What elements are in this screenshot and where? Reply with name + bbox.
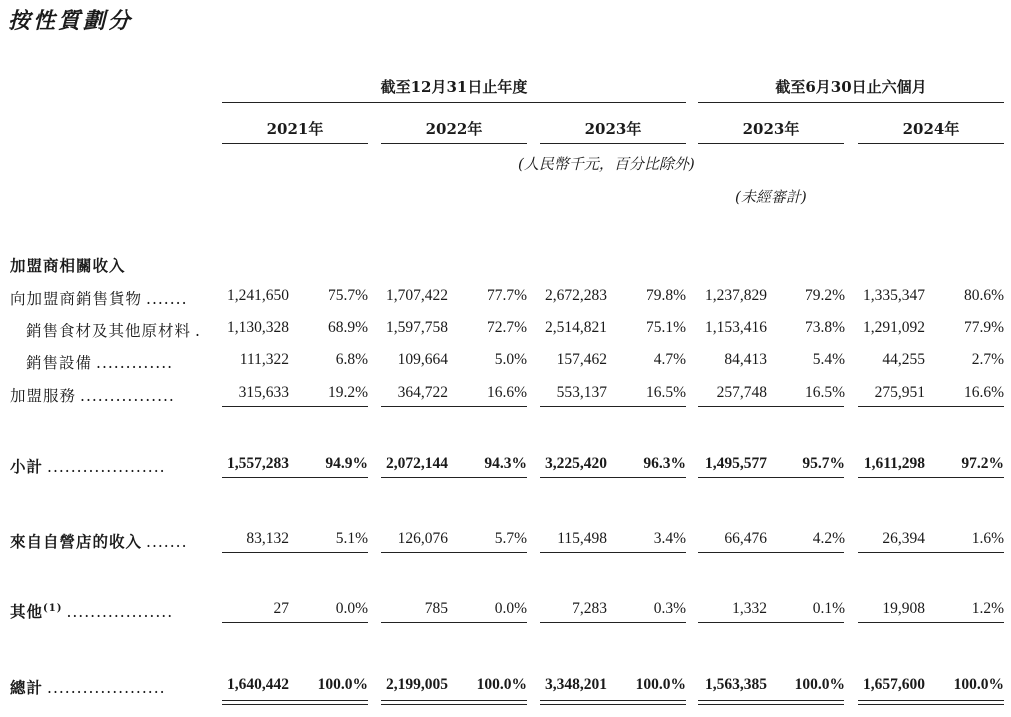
- cell-amount: 84,413: [724, 351, 767, 368]
- cell-amount: 1,241,650: [227, 287, 289, 304]
- cell-percent: 4.2%: [812, 530, 845, 547]
- cell-amount: 275,951: [874, 384, 925, 401]
- underline: [858, 477, 1004, 478]
- cell-percent: 75.7%: [327, 287, 368, 304]
- cell-percent: 94.3%: [484, 455, 527, 472]
- header-year-2023-6m: 2023年: [742, 120, 800, 138]
- cell-amount: 1,557,283: [227, 455, 289, 472]
- underline: [540, 477, 686, 478]
- row-label: [10, 530, 188, 552]
- header-group-fy-rule: [222, 102, 686, 103]
- cell-amount: 2,672,283: [545, 287, 607, 304]
- cell-percent: 77.9%: [963, 319, 1004, 336]
- cell-percent: 100.0%: [317, 676, 368, 693]
- cell-amount: 3,225,420: [545, 455, 607, 472]
- leader-dots: .............: [96, 354, 174, 372]
- cell-amount: 785: [424, 600, 448, 617]
- cell-percent: 19.2%: [327, 384, 368, 401]
- cell-percent: 79.8%: [645, 287, 686, 304]
- cell-percent: 94.9%: [325, 455, 368, 472]
- underline: [381, 477, 527, 478]
- cell-percent: 1.2%: [971, 600, 1004, 617]
- cell-percent: 73.8%: [804, 319, 845, 336]
- row-label: [10, 384, 175, 406]
- cell-percent: 100.0%: [953, 676, 1004, 693]
- leader-dots: ....................: [47, 458, 166, 476]
- cell-percent: 0.1%: [812, 600, 845, 617]
- cell-amount: 1,237,829: [705, 287, 767, 304]
- cell-amount: 109,664: [397, 351, 448, 368]
- cell-amount: 44,255: [882, 351, 925, 368]
- header-year-rule: [698, 143, 844, 144]
- cell-percent: 5.7%: [494, 530, 527, 547]
- header-group-6m-rule: [698, 102, 1004, 103]
- cell-amount: 83,132: [246, 530, 289, 547]
- cell-amount: 27: [273, 600, 289, 617]
- cell-percent: 95.7%: [802, 455, 845, 472]
- cell-percent: 75.1%: [645, 319, 686, 336]
- underline: [381, 406, 527, 407]
- cell-amount: 1,611,298: [863, 455, 925, 472]
- underline: [858, 622, 1004, 623]
- header-year-2022: 2022年: [425, 120, 483, 138]
- cell-percent: 5.1%: [335, 530, 368, 547]
- row-label: [10, 455, 166, 477]
- double-underline: [381, 700, 527, 705]
- cell-amount: 1,130,328: [227, 319, 289, 336]
- header-group-fy: 截至12月31日止年度: [380, 78, 528, 96]
- underline: [698, 622, 844, 623]
- cell-percent: 5.4%: [812, 351, 845, 368]
- underline: [381, 552, 527, 553]
- footnote-marker: (1): [43, 602, 63, 614]
- cell-amount: 1,153,416: [705, 319, 767, 336]
- cell-percent: 1.6%: [971, 530, 1004, 547]
- double-underline: [858, 700, 1004, 705]
- cell-amount: 19,908: [882, 600, 925, 617]
- cell-percent: 96.3%: [643, 455, 686, 472]
- row-label: [26, 351, 173, 373]
- cell-amount: 1,707,422: [386, 287, 448, 304]
- cell-amount: 1,597,758: [386, 319, 448, 336]
- row-label: [10, 287, 188, 309]
- header-year-rule: [540, 143, 686, 144]
- cell-amount: 315,633: [238, 384, 289, 401]
- double-underline: [222, 700, 368, 705]
- double-underline: [698, 700, 844, 705]
- cell-percent: 4.7%: [653, 351, 686, 368]
- row-label-text: 來自自營店的收入: [10, 532, 143, 551]
- cell-amount: 1,640,442: [227, 676, 289, 693]
- cell-amount: 1,291,092: [863, 319, 925, 336]
- cell-percent: 97.2%: [961, 455, 1004, 472]
- cell-percent: 5.0%: [494, 351, 527, 368]
- row-label: [26, 319, 201, 341]
- cell-percent: 16.6%: [963, 384, 1004, 401]
- row-label-text: 銷售食材及其他原材料: [26, 322, 192, 340]
- cell-percent: 3.4%: [653, 530, 686, 547]
- header-year-rule: [858, 143, 1004, 144]
- cell-amount: 111,322: [239, 351, 289, 368]
- cell-amount: 1,332: [732, 600, 767, 617]
- cell-percent: 0.0%: [494, 600, 527, 617]
- cell-amount: 2,072,144: [386, 455, 448, 472]
- header-year-rule: [381, 143, 527, 144]
- underline: [222, 477, 368, 478]
- header-year-2024-6m: 2024年: [902, 120, 960, 138]
- cell-percent: 0.3%: [653, 600, 686, 617]
- header-year-rule: [222, 143, 368, 144]
- underline: [698, 406, 844, 407]
- row-label-text: 小計: [10, 457, 44, 476]
- underline: [698, 477, 844, 478]
- underline: [222, 552, 368, 553]
- cell-amount: 157,462: [556, 351, 607, 368]
- page-title: 按性質劃分: [8, 8, 134, 34]
- cell-amount: 1,563,385: [705, 676, 767, 693]
- cell-amount: 26,394: [882, 530, 925, 547]
- underline: [858, 406, 1004, 407]
- section-label-franchise: 加盟商相關收入: [10, 256, 126, 275]
- units-note: (人民幣千元，百分比除外): [518, 155, 695, 173]
- header-year-2023-fy: 2023年: [584, 120, 642, 138]
- cell-percent: 16.5%: [804, 384, 845, 401]
- leader-dots: .......: [146, 290, 188, 308]
- cell-amount: 364,722: [397, 384, 448, 401]
- header-group-6m: 截至6月30日止六個月: [775, 78, 927, 96]
- cell-amount: 1,335,347: [863, 287, 925, 304]
- cell-amount: 115,498: [557, 530, 607, 547]
- cell-amount: 1,657,600: [863, 676, 925, 693]
- row-label: [10, 676, 166, 698]
- row-label-text: 總計: [10, 678, 44, 697]
- row-label-text: 加盟服務: [10, 387, 77, 405]
- leader-dots: .......: [146, 533, 188, 551]
- cell-percent: 16.5%: [645, 384, 686, 401]
- underline: [540, 552, 686, 553]
- cell-percent: 100.0%: [794, 676, 845, 693]
- cell-amount: 7,283: [572, 600, 607, 617]
- cell-percent: 16.6%: [486, 384, 527, 401]
- cell-percent: 80.6%: [963, 287, 1004, 304]
- cell-amount: 1,495,577: [705, 455, 767, 472]
- leader-dots: .: [195, 322, 201, 340]
- cell-amount: 126,076: [397, 530, 448, 547]
- leader-dots: ................: [80, 387, 175, 405]
- header-year-2021: 2021年: [266, 120, 324, 138]
- underline: [698, 552, 844, 553]
- row-label-text: 其他: [10, 602, 44, 621]
- underline: [540, 622, 686, 623]
- underline: [222, 622, 368, 623]
- underline: [222, 406, 368, 407]
- cell-amount: 553,137: [556, 384, 607, 401]
- cell-percent: 6.8%: [335, 351, 368, 368]
- cell-amount: 3,348,201: [545, 676, 607, 693]
- underline: [381, 622, 527, 623]
- cell-percent: 68.9%: [327, 319, 368, 336]
- cell-percent: 72.7%: [486, 319, 527, 336]
- leader-dots: ....................: [47, 679, 166, 697]
- cell-percent: 2.7%: [971, 351, 1004, 368]
- leader-dots: ..................: [66, 603, 174, 621]
- underline: [858, 552, 1004, 553]
- cell-percent: 77.7%: [486, 287, 527, 304]
- underline: [540, 406, 686, 407]
- row-label-text: 銷售設備: [26, 354, 93, 372]
- cell-percent: 100.0%: [635, 676, 686, 693]
- cell-percent: 79.2%: [804, 287, 845, 304]
- row-label-text: 向加盟商銷售貨物: [10, 290, 143, 308]
- cell-amount: 2,514,821: [545, 319, 607, 336]
- row-label: [10, 600, 173, 622]
- cell-amount: 2,199,005: [386, 676, 448, 693]
- cell-percent: 100.0%: [476, 676, 527, 693]
- double-underline: [540, 700, 686, 705]
- unaudited-note: (未經審計): [735, 188, 807, 206]
- cell-amount: 257,748: [716, 384, 767, 401]
- cell-amount: 66,476: [724, 530, 767, 547]
- cell-percent: 0.0%: [335, 600, 368, 617]
